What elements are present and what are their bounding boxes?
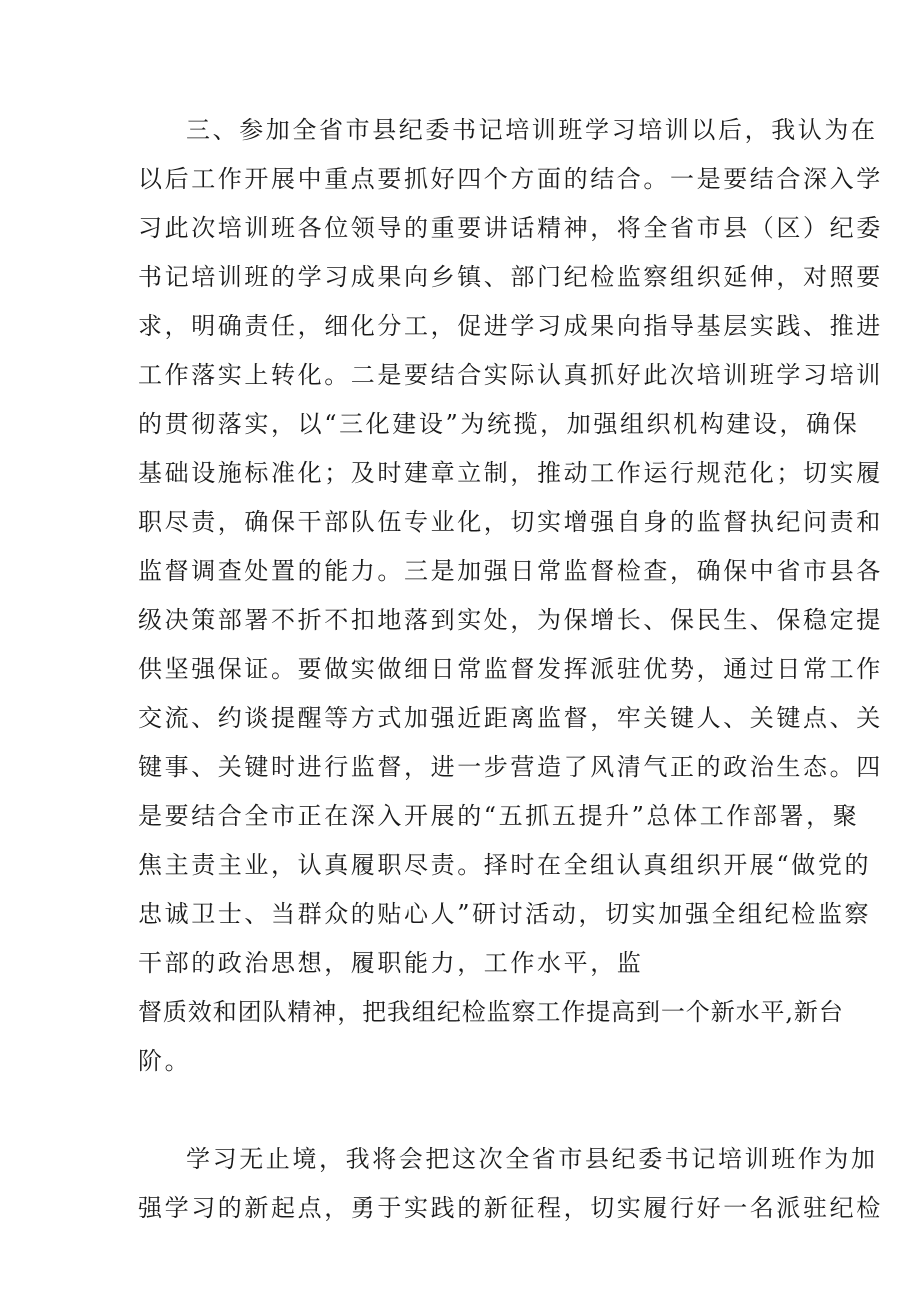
text-line: 习此次培训班各位领导的重要讲话精神，将全省市县（区）纪委 — [138, 214, 883, 242]
text-line: 三、参加全省市县纪委书记培训班学习培训以后，我认为在 — [186, 116, 878, 144]
text-line: 学习无止境，我将会把这次全省市县纪委书记培训班作为加 — [186, 1145, 878, 1173]
text-line: 干部的政治思想，履职能力，工作水平，监 — [138, 949, 644, 977]
text-line: 级决策部署不折不扣地落到实处，为保增长、保民生、保稳定提 — [138, 606, 883, 634]
text-line: 焦主责主业，认真履职尽责。择时在全组认真组织开展“做党的 — [138, 851, 872, 879]
text-line: 交流、约谈提醒等方式加强近距离监督，牢关键人、关键点、关 — [138, 704, 883, 732]
text-line: 基础设施标准化；及时建章立制，推动工作运行规范化；切实履 — [138, 459, 883, 487]
text-line: 供坚强保证。要做实做细日常监督发挥派驻优势，通过日常工作 — [138, 655, 883, 683]
text-line: 以后工作开展中重点要抓好四个方面的结合。一是要结合深入学 — [138, 165, 883, 193]
text-line: 书记培训班的学习成果向乡镇、部门纪检监察组织延伸，对照要 — [138, 263, 883, 291]
text-line: 工作落实上转化。二是要结合实际认真抓好此次培训班学习培训 — [138, 361, 883, 389]
text-line: 督质效和团队精神，把我组纪检监察工作提高到一个新水平,新台 — [138, 998, 844, 1026]
text-line: 强学习的新起点，勇于实践的新征程，切实履行好一名派驻纪检 — [138, 1194, 883, 1222]
text-line: 忠诚卫士、当群众的贴心人”研讨活动，切实加强全组纪检监察 — [138, 900, 872, 928]
text-line: 阶。 — [138, 1047, 192, 1075]
text-line: 是要结合全市正在深入开展的“五抓五提升”总体工作部署，聚 — [138, 802, 860, 830]
text-line: 键事、关键时进行监督，进一步营造了风清气正的政治生态。四 — [138, 753, 883, 781]
text-line: 求，明确责任，细化分工，促进学习成果向指导基层实践、推进 — [138, 312, 883, 340]
text-line: 监督调查处置的能力。三是加强日常监督检查，确保中省市县各 — [138, 557, 883, 585]
text-line: 的贯彻落实，以“三化建设”为统揽，加强组织机构建设，确保 — [138, 410, 860, 438]
text-line: 职尽责，确保干部队伍专业化，切实增强自身的监督执纪问责和 — [138, 508, 883, 536]
